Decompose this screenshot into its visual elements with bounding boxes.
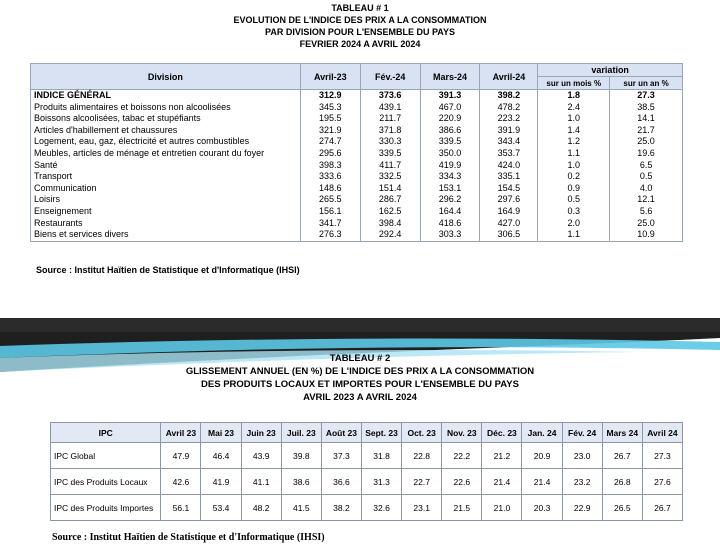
row-label: Enseignement [31, 206, 301, 218]
cell-value: 6.5 [610, 160, 683, 172]
cell-value: 27.3 [610, 90, 683, 102]
cell-value: 211.7 [360, 113, 420, 125]
header-col: Fév.-24 [360, 64, 420, 90]
header-col: Mars-24 [420, 64, 480, 90]
row-label: INDICE GÉNÉRAL [31, 90, 301, 102]
table-row [31, 206, 683, 218]
cell-value: 195.5 [300, 113, 360, 125]
cell-value: 332.5 [360, 171, 420, 183]
cell-value: 386.6 [420, 125, 480, 137]
cell-value: 427.0 [480, 218, 538, 230]
header-col: Déc. 23 [482, 423, 522, 443]
cell-value: 350.0 [420, 148, 480, 160]
header-col: Avril 24 [642, 423, 682, 443]
row-label: IPC des Produits Importes [51, 495, 161, 521]
cell-value: 22.6 [442, 469, 482, 495]
cell-value: 312.9 [300, 90, 360, 102]
header-col: Avril 23 [161, 423, 201, 443]
header-col: Juil. 23 [281, 423, 321, 443]
header-col: Fév. 24 [562, 423, 602, 443]
cell-value: 21.5 [442, 495, 482, 521]
cell-value: 2.4 [538, 102, 610, 114]
cell-value: 0.5 [538, 194, 610, 206]
cell-value: 418.6 [420, 218, 480, 230]
table-row [51, 443, 683, 469]
table-row [31, 90, 683, 102]
cell-value: 26.7 [642, 495, 682, 521]
table-row [31, 113, 683, 125]
cell-value: 333.6 [300, 171, 360, 183]
table-row [31, 148, 683, 160]
cell-value: 419.9 [420, 160, 480, 172]
cell-value: 296.2 [420, 194, 480, 206]
cell-value: 22.9 [562, 495, 602, 521]
cell-value: 27.3 [642, 443, 682, 469]
table-row [31, 218, 683, 230]
cell-value: 38.2 [321, 495, 361, 521]
cell-value: 439.1 [360, 102, 420, 114]
cell-value: 23.2 [562, 469, 602, 495]
cell-value: 27.6 [642, 469, 682, 495]
cell-value: 25.0 [610, 218, 683, 230]
cell-value: 20.9 [522, 443, 562, 469]
cell-value: 353.7 [480, 148, 538, 160]
cell-value: 343.4 [480, 136, 538, 148]
cell-value: 23.1 [402, 495, 442, 521]
table2-title-line: GLISSEMENT ANNUEL (EN %) DE L'INDICE DES PRIX A LA CONSOMMATION [185, 366, 535, 377]
table-row [51, 495, 683, 521]
cpi-division-table [30, 63, 683, 242]
cell-value: 21.7 [610, 125, 683, 137]
row-label: IPC des Produits Locaux [51, 469, 161, 495]
cell-value: 371.8 [360, 125, 420, 137]
header-col: Nov. 23 [442, 423, 482, 443]
table1-title-line: PAR DIVISION POUR L'ENSEMBLE DU PAYS [264, 27, 455, 37]
header-col: Sept. 23 [361, 423, 401, 443]
cell-value: 154.5 [480, 183, 538, 195]
cell-value: 162.5 [360, 206, 420, 218]
row-label: Articles d'habillement et chaussures [31, 125, 301, 137]
cell-value: 303.3 [420, 229, 480, 241]
header-col: Août 23 [321, 423, 361, 443]
separator-band [0, 318, 720, 332]
table2-title [0, 352, 720, 404]
cell-value: 398.3 [300, 160, 360, 172]
cell-value: 36.6 [321, 469, 361, 495]
cell-value: 391.3 [420, 90, 480, 102]
table-row [31, 160, 683, 172]
cell-value: 22.8 [402, 443, 442, 469]
cell-value: 25.0 [610, 136, 683, 148]
cell-value: 43.9 [241, 443, 281, 469]
table1-title-line: FEVRIER 2024 A AVRIL 2024 [299, 39, 421, 49]
cell-value: 156.1 [300, 206, 360, 218]
header-division: Division [31, 64, 301, 90]
cell-value: 321.9 [300, 125, 360, 137]
row-label: Loisirs [31, 194, 301, 206]
header-col: Avril-24 [480, 64, 538, 90]
cell-value: 153.1 [420, 183, 480, 195]
cell-value: 411.7 [360, 160, 420, 172]
table2-source: Source : Institut Haïtien de Statistique et d'Informatique (IHSI) [52, 532, 325, 543]
cell-value: 295.6 [300, 148, 360, 160]
header-col: Avril-23 [300, 64, 360, 90]
table2-title-line: DES PRODUITS LOCAUX ET IMPORTES POUR L'ENSEMBLE DU PAYS [201, 379, 519, 390]
cell-value: 339.5 [420, 136, 480, 148]
header-col: Mai 23 [201, 423, 241, 443]
row-label: Logement, eau, gaz, électricité et autres combustibles [31, 136, 301, 148]
table-row [31, 125, 683, 137]
cell-value: 265.5 [300, 194, 360, 206]
cell-value: 22.2 [442, 443, 482, 469]
cell-value: 148.6 [300, 183, 360, 195]
cell-value: 339.5 [360, 148, 420, 160]
cell-value: 330.3 [360, 136, 420, 148]
cell-value: 26.7 [602, 443, 642, 469]
cell-value: 220.9 [420, 113, 480, 125]
cell-value: 1.2 [538, 136, 610, 148]
table2-title-line: AVRIL 2023 A AVRIL 2024 [303, 392, 417, 403]
header-sub: sur un mois % [538, 77, 610, 90]
cell-value: 4.0 [610, 183, 683, 195]
table-row [51, 469, 683, 495]
cell-value: 0.9 [538, 183, 610, 195]
cell-value: 14.1 [610, 113, 683, 125]
cell-value: 32.6 [361, 495, 401, 521]
cell-value: 1.4 [538, 125, 610, 137]
cell-value: 286.7 [360, 194, 420, 206]
row-label: Produits alimentaires et boissons non alcoolisées [31, 102, 301, 114]
cell-value: 151.4 [360, 183, 420, 195]
cell-value: 1.1 [538, 229, 610, 241]
cell-value: 5.6 [610, 206, 683, 218]
cell-value: 42.6 [161, 469, 201, 495]
row-label: Communication [31, 183, 301, 195]
table-row [31, 171, 683, 183]
cell-value: 335.1 [480, 171, 538, 183]
cell-value: 26.8 [602, 469, 642, 495]
header-col: Jan. 24 [522, 423, 562, 443]
row-label: Restaurants [31, 218, 301, 230]
table1-title-line: TABLEAU # 1 [331, 3, 389, 13]
cell-value: 21.2 [482, 443, 522, 469]
cell-value: 0.5 [610, 171, 683, 183]
cell-value: 19.6 [610, 148, 683, 160]
cell-value: 223.2 [480, 113, 538, 125]
table-row [31, 183, 683, 195]
cell-value: 20.3 [522, 495, 562, 521]
cell-value: 1.0 [538, 160, 610, 172]
cell-value: 39.8 [281, 443, 321, 469]
table2-title-line: TABLEAU # 2 [329, 353, 391, 364]
cell-value: 391.9 [480, 125, 538, 137]
row-label: Meubles, articles de ménage et entretien courant du foyer [31, 148, 301, 160]
cell-value: 467.0 [420, 102, 480, 114]
row-label: Boissons alcoolisées, tabac et stupéfiants [31, 113, 301, 125]
cell-value: 424.0 [480, 160, 538, 172]
cell-value: 0.3 [538, 206, 610, 218]
cell-value: 26.5 [602, 495, 642, 521]
table-row [31, 229, 683, 241]
cell-value: 37.3 [321, 443, 361, 469]
cell-value: 292.4 [360, 229, 420, 241]
cell-value: 48.2 [241, 495, 281, 521]
header-col: Oct. 23 [402, 423, 442, 443]
cell-value: 1.8 [538, 90, 610, 102]
table1-title-line: EVOLUTION DE L'INDICE DES PRIX A LA CONSOMMATION [233, 15, 487, 25]
table1-title [0, 2, 720, 50]
row-label: Transport [31, 171, 301, 183]
cell-value: 23.0 [562, 443, 602, 469]
cell-value: 345.3 [300, 102, 360, 114]
row-label: Santé [31, 160, 301, 172]
cell-value: 341.7 [300, 218, 360, 230]
cell-value: 22.7 [402, 469, 442, 495]
cell-value: 373.6 [360, 90, 420, 102]
cell-value: 297.6 [480, 194, 538, 206]
cell-value: 164.4 [420, 206, 480, 218]
cell-value: 38.6 [281, 469, 321, 495]
cell-value: 12.1 [610, 194, 683, 206]
cell-value: 398.4 [360, 218, 420, 230]
cell-value: 478.2 [480, 102, 538, 114]
cell-value: 1.1 [538, 148, 610, 160]
cell-value: 21.4 [482, 469, 522, 495]
header-col: IPC [51, 423, 161, 443]
header-sub: sur un an % [610, 77, 683, 90]
cell-value: 334.3 [420, 171, 480, 183]
annual-inflation-table [50, 422, 683, 521]
cell-value: 164.9 [480, 206, 538, 218]
cell-value: 41.9 [201, 469, 241, 495]
table-row [31, 194, 683, 206]
cell-value: 38.5 [610, 102, 683, 114]
cell-value: 53.4 [201, 495, 241, 521]
cell-value: 21.0 [482, 495, 522, 521]
cell-value: 2.0 [538, 218, 610, 230]
row-label: Biens et services divers [31, 229, 301, 241]
cell-value: 31.8 [361, 443, 401, 469]
table1-source: Source : Institut Haïtien de Statistique et d'Informatique (IHSI) [36, 265, 300, 275]
cell-value: 41.1 [241, 469, 281, 495]
table-row [31, 136, 683, 148]
cell-value: 1.0 [538, 113, 610, 125]
header-col: Juin 23 [241, 423, 281, 443]
cell-value: 21.4 [522, 469, 562, 495]
cell-value: 56.1 [161, 495, 201, 521]
cell-value: 46.4 [201, 443, 241, 469]
cell-value: 306.5 [480, 229, 538, 241]
cell-value: 10.9 [610, 229, 683, 241]
cell-value: 0.2 [538, 171, 610, 183]
header-col: Mars 24 [602, 423, 642, 443]
cell-value: 47.9 [161, 443, 201, 469]
table-row [31, 102, 683, 114]
row-label: IPC Global [51, 443, 161, 469]
cell-value: 31.3 [361, 469, 401, 495]
cell-value: 398.2 [480, 90, 538, 102]
cell-value: 274.7 [300, 136, 360, 148]
header-variation: variation [538, 64, 683, 77]
cell-value: 41.5 [281, 495, 321, 521]
cell-value: 276.3 [300, 229, 360, 241]
